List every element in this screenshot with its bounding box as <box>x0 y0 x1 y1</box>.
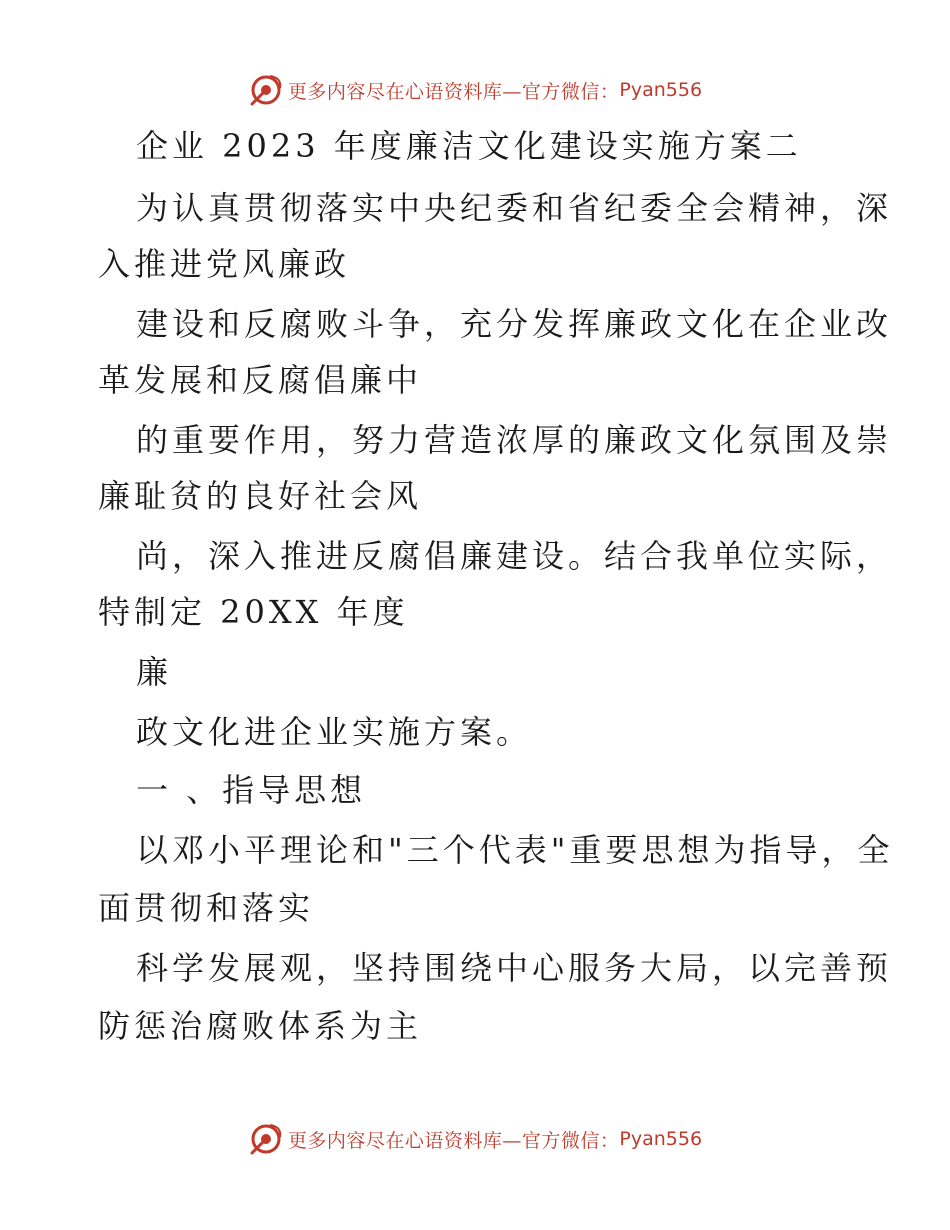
footer-banner-text: 更多内容尽在心语资料库—官方微信： <box>287 1129 620 1152</box>
paragraph-line: 面贯彻和落实 <box>98 889 315 927</box>
quill-pen-circle-icon <box>248 72 284 108</box>
header-banner <box>0 68 950 112</box>
paragraph-line: 防惩治腐败体系为主 <box>98 1007 423 1045</box>
paragraph-line: 革发展和反腐倡廉中 <box>98 361 423 399</box>
footer-wechat-id: Pyan556 <box>619 1128 703 1150</box>
paragraph-line: 的重要作用，努力营造浓厚的廉政文化氛围及崇 <box>136 421 893 459</box>
paragraph-line: 以邓小平理论和"三个代表"重要思想为指导，全 <box>136 831 894 869</box>
paragraph-line: 廉耻贫的良好社会风 <box>98 477 423 515</box>
header-banner-text: 更多内容尽在心语资料库—官方微信： <box>287 80 620 103</box>
section-heading: 一 、指导思想 <box>136 771 367 809</box>
paragraph-line: 为认真贯彻落实中央纪委和省纪委全会精神，深 <box>136 189 893 227</box>
paragraph-line: 廉 <box>136 653 173 691</box>
paragraph-line: 特制定 20XX 年度 <box>98 593 409 631</box>
quill-pen-circle-icon <box>248 1121 284 1157</box>
document-title: 企业 2023 年度廉洁文化建设实施方案二 <box>136 127 802 165</box>
paragraph-line: 政文化进企业实施方案。 <box>136 713 533 751</box>
paragraph-line: 尚，深入推进反腐倡廉建设。结合我单位实际， <box>136 537 893 575</box>
paragraph-line: 科学发展观，坚持围绕中心服务大局，以完善预 <box>136 949 893 987</box>
paragraph-line: 建设和反腐败斗争，充分发挥廉政文化在企业改 <box>136 305 893 343</box>
paragraph-line: 入推进党风廉政 <box>98 245 351 283</box>
footer-banner <box>0 1117 950 1161</box>
header-wechat-id: Pyan556 <box>619 79 703 101</box>
